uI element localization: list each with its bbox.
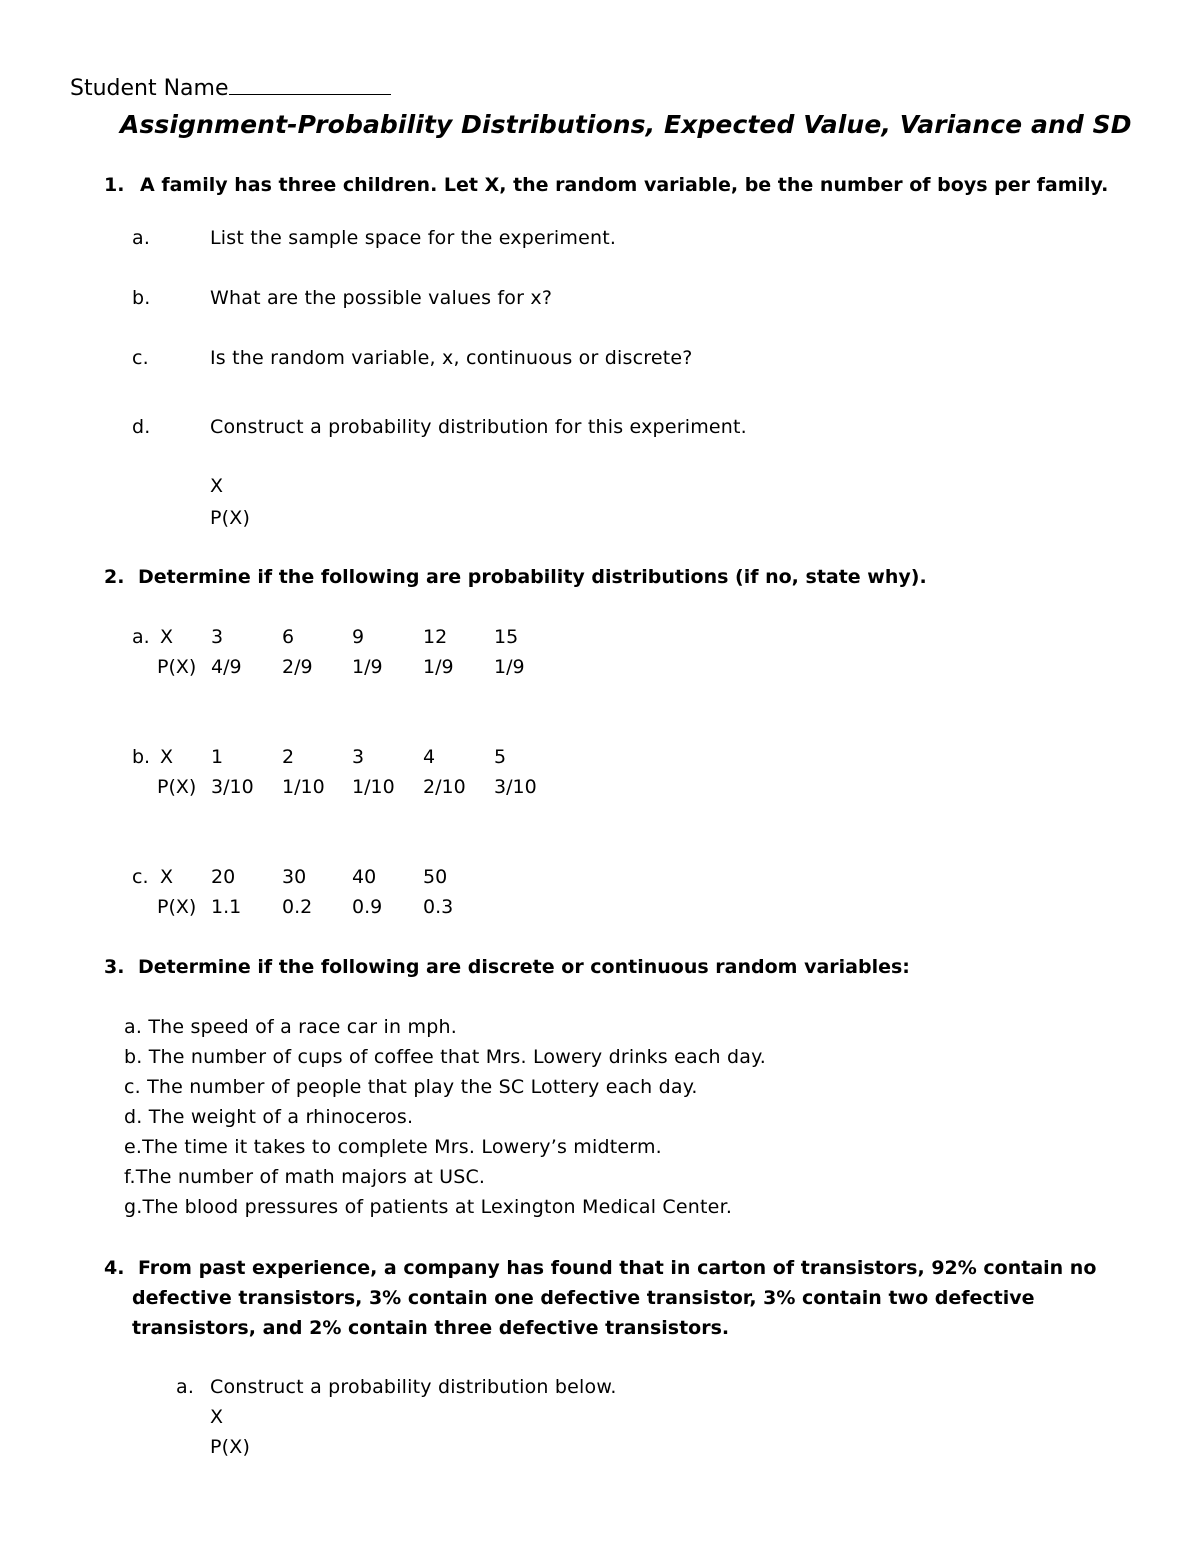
q2-table-c-p-label: P(X) — [157, 896, 197, 918]
q2-table-b-x-cell: 5 — [494, 746, 507, 768]
q2-table-c-p-cell: 1.1 — [211, 896, 242, 918]
q1-part-a-letter: a. — [132, 227, 151, 249]
q2-table-c-p-cell: 0.3 — [423, 896, 454, 918]
q3-item: g.The blood pressures of patients at Lexington Medical Center. — [124, 1196, 733, 1218]
q2-table-c-x-cell: 40 — [352, 866, 377, 888]
student-name-label: Student Name — [70, 76, 229, 101]
q2-table-a-x-cell: 3 — [211, 626, 224, 648]
q4-number: 4. — [104, 1257, 125, 1279]
q2-table-c-x-cell: 50 — [423, 866, 448, 888]
q2-table-a-p-cell: 4/9 — [211, 656, 242, 678]
q2-table-a-x-cell: 15 — [494, 626, 519, 648]
q3-item: c. The number of people that play the SC Lottery each day. — [124, 1076, 698, 1098]
q1-part-c-text: Is the random variable, x, continuous or discrete? — [210, 347, 693, 369]
q2-table-b-x-cell: 4 — [423, 746, 436, 768]
q2-table-b-p-cell: 1/10 — [352, 776, 395, 798]
q1-number: 1. — [104, 174, 125, 196]
q4-part-a-letter: a. — [176, 1376, 195, 1398]
q4-text-line-2: defective transistors, 3% contain one defective transistor, 3% contain two defective — [132, 1287, 1035, 1309]
q2-table-b-x-label: X — [160, 746, 174, 768]
q2-table-a-p-cell: 1/9 — [423, 656, 454, 678]
q2-table-b-p-cell: 3/10 — [494, 776, 537, 798]
q3-number: 3. — [104, 956, 125, 978]
q1-part-b-text: What are the possible values for x? — [210, 287, 553, 309]
q2-table-b-x-cell: 3 — [352, 746, 365, 768]
q2-table-a-x-cell: 9 — [352, 626, 365, 648]
q2-table-b-p-label: P(X) — [157, 776, 197, 798]
q2-table-b-x-cell: 1 — [211, 746, 224, 768]
q1-part-d-text: Construct a probability distribution for this experiment. — [210, 416, 747, 438]
page-title: Assignment-Probability Distributions, Expected Value, Variance and SD — [120, 110, 1132, 139]
q1-text: A family has three children. Let X, the random variable, be the number of boys per family. — [140, 174, 1109, 196]
q4-table-x-label: X — [210, 1406, 224, 1428]
q2-table-c-x-cell: 30 — [282, 866, 307, 888]
q2-table-a-x-cell: 6 — [282, 626, 295, 648]
q3-item: e.The time it takes to complete Mrs. Lowery’s midterm. — [124, 1136, 662, 1158]
q4-text-line-1: From past experience, a company has found that in carton of transistors, 92% contain no — [138, 1257, 1097, 1279]
q2-table-c-p-cell: 0.2 — [282, 896, 313, 918]
q2-table-c-x-label: X — [160, 866, 174, 888]
q2-text: Determine if the following are probability distributions (if no, state why). — [138, 566, 927, 588]
q2-table-b-p-cell: 3/10 — [211, 776, 254, 798]
q3-item: b. The number of cups of coffee that Mrs. Lowery drinks each day. — [124, 1046, 767, 1068]
q2-table-c-letter: c. — [132, 866, 149, 888]
q1-table-px-label: P(X) — [210, 507, 251, 529]
q2-table-b-p-cell: 1/10 — [282, 776, 325, 798]
q2-table-a-x-label: X — [160, 626, 174, 648]
q2-table-a-p-cell: 1/9 — [352, 656, 383, 678]
q1-part-c-letter: c. — [132, 347, 149, 369]
q3-text: Determine if the following are discrete or continuous random variables: — [138, 956, 910, 978]
q2-table-c-p-cell: 0.9 — [352, 896, 383, 918]
q3-item: a. The speed of a race car in mph. — [124, 1016, 457, 1038]
q3-item: f.The number of math majors at USC. — [124, 1166, 486, 1188]
student-name-blank[interactable] — [229, 74, 391, 95]
q4-part-a-text: Construct a probability distribution below. — [210, 1376, 617, 1398]
q2-table-a-letter: a. — [132, 626, 150, 648]
q4-table-px-label: P(X) — [210, 1436, 251, 1458]
q4-text-line-3: transistors, and 2% contain three defective transistors. — [132, 1317, 730, 1339]
student-name-line — [70, 74, 391, 101]
q2-table-b-x-cell: 2 — [282, 746, 295, 768]
q2-number: 2. — [104, 566, 125, 588]
q1-part-d-letter: d. — [132, 416, 151, 438]
q2-table-b-p-cell: 2/10 — [423, 776, 466, 798]
q3-item: d. The weight of a rhinoceros. — [124, 1106, 414, 1128]
q1-part-b-letter: b. — [132, 287, 151, 309]
q2-table-a-p-cell: 2/9 — [282, 656, 313, 678]
q2-table-a-p-label: P(X) — [157, 656, 197, 678]
q1-part-a-text: List the sample space for the experiment. — [210, 227, 617, 249]
q2-table-b-letter: b. — [132, 746, 151, 768]
q2-table-a-x-cell: 12 — [423, 626, 448, 648]
q2-table-c-x-cell: 20 — [211, 866, 236, 888]
q2-table-a-p-cell: 1/9 — [494, 656, 525, 678]
q1-table-x-label: X — [210, 475, 224, 497]
